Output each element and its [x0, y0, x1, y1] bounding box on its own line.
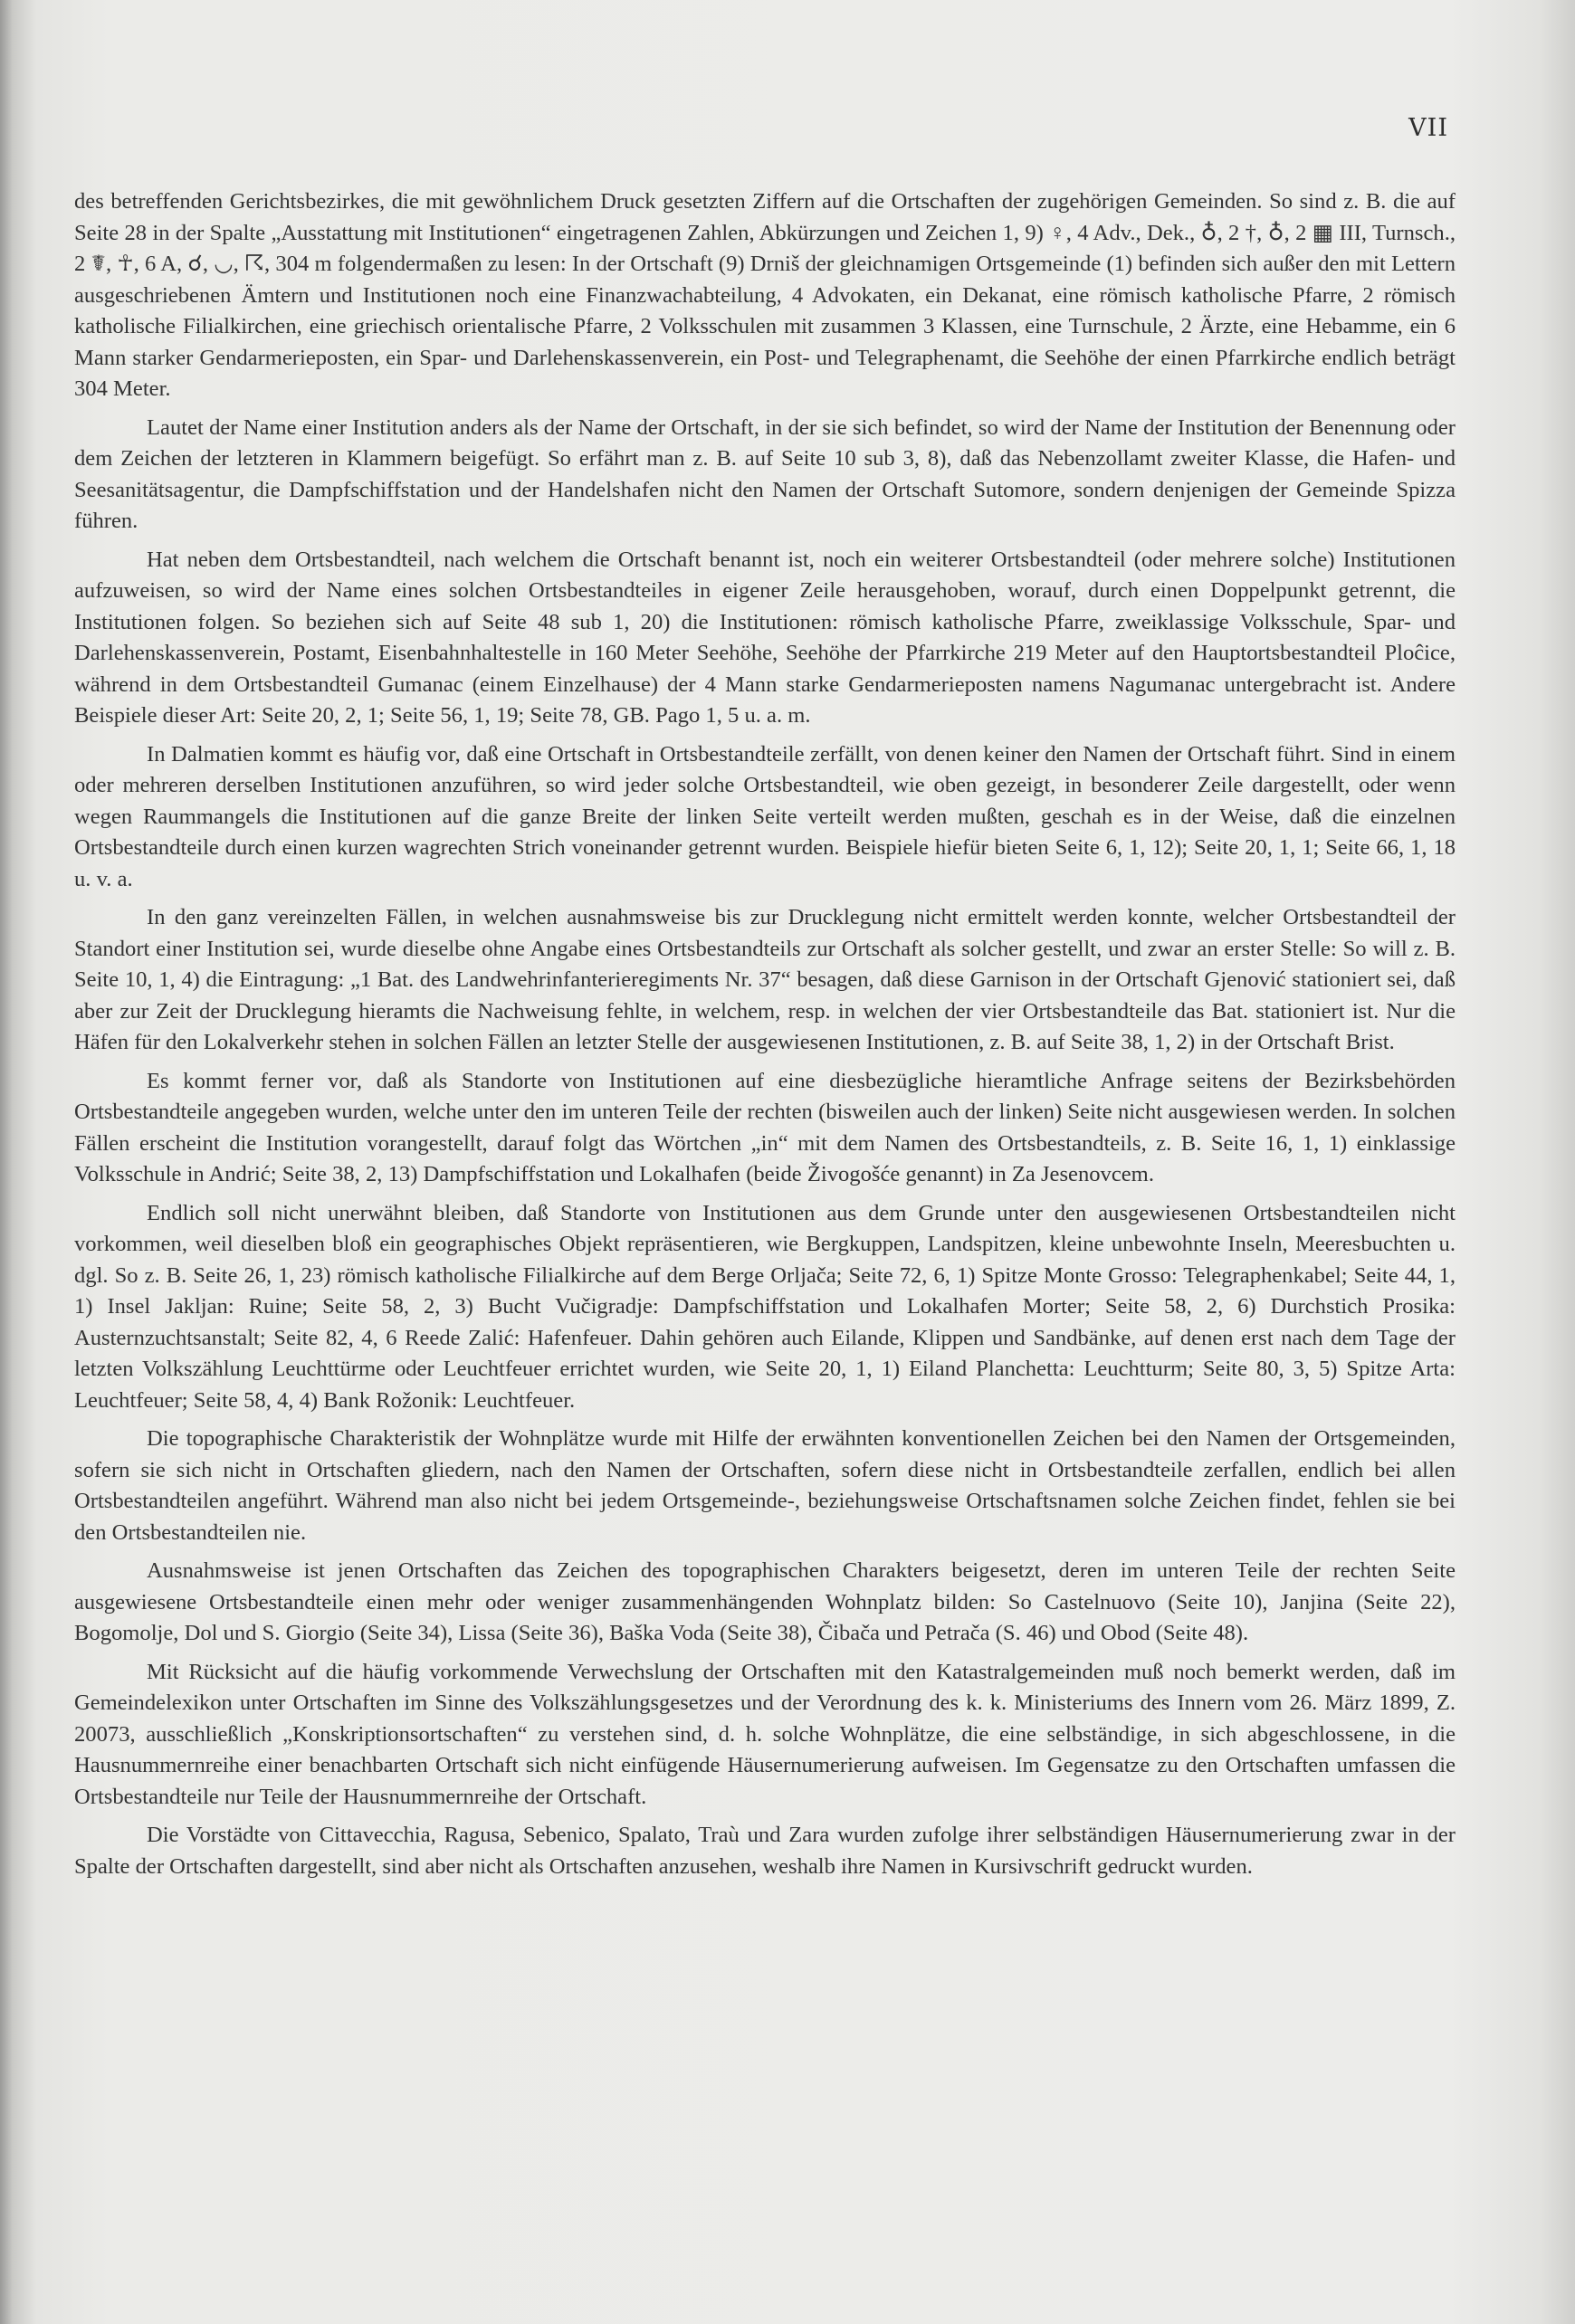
- paragraph-3: Hat neben dem Ortsbestandteil, nach welchem die Ortschaft benannt ist, noch ein weiterer Ortsbestandteil (oder mehrere solche) Institutionen aufzuweisen, so wird der Name eines solchen Ortsbestandteiles in eigener Zeile herausgehoben, worauf, durch einen Doppelpunkt getrennt, die Institutionen folgen. So beziehen sich auf Seite 48 sub 1, 20) die Institutionen: römisch katholische Pfarre, zweiklassige Volksschule, Spar- und Darlehenskassenverein, Postamt, Eisenbahnhaltestelle in 160 Meter Seehöhe, Seehöhe der Pfarrkirche 219 Meter auf den Hauptortsbestandteil Ploĉice, während in dem Ortsbestandteil Gumanac (einem Einzelhause) der 4 Mann starke Gendarmerieposten namens Nagumanac untergebracht ist. Andere Beispiele dieser Art: Seite 20, 2, 1; Seite 56, 1, 19; Seite 78, GB. Pago 1, 5 u. a. m.: [74, 547, 1456, 728]
- paragraph-1: des betreffenden Gerichtsbezirkes, die mit gewöhnlichem Druck gesetzten Ziffern auf die Ortschaften der zugehörigen Gemeinden. So sind z. B. die auf Seite 28 in der Spalte „Ausstattung mit Institutionen“ eingetragenen Zahlen, Abkürzungen und Zeichen 1, 9) ♀, 4 Adv., Dek., ♁, 2 †, ♁, 2 ▦ III, Turnsch., 2 ☤, ☥, 6 A, ☌, ◡, ☈, 304 m folgendermaßen zu lesen: In der Ortschaft (9) Drniš der gleichnamigen Ortsgemeinde (1) befinden sich außer den mit Lettern ausgeschriebenen Ämtern und Institutionen noch eine Finanzwachabteilung, 4 Advokaten, ein Dekanat, eine römisch katholische Pfarre, 2 römisch katholische Filialkirchen, eine griechisch orientalische Pfarre, 2 Volksschulen mit zusammen 3 Klassen, eine Turnschule, 2 Ärzte, eine Hebamme, ein 6 Mann starker Gendarmerieposten, ein Spar- und Darlehenskassenverein, ein Post- und Telegraphenamt, die Seehöhe der einen Pfarrkirche endlich beträgt 304 Meter.: [74, 189, 1456, 401]
- text-body: [74, 186, 1456, 1882]
- paragraph-8: Die topographische Charakteristik der Wohnplätze wurde mit Hilfe der erwähnten konventionellen Zeichen bei den Namen der Ortsgemeinden, sofern sie sich nicht in Ortschaften gliedern, nach den Namen der Ortschaften, sofern diese nicht in Ortsbestandteile zerfallen, endlich bei allen Ortsbestandteilen angeführt. Während man also nicht bei jedem Ortsgemeinde-, beziehungsweise Ortschaftsnamen solche Zeichen findet, fehlen sie bei den Ortsbestandteilen nie.: [74, 1426, 1456, 1545]
- paragraph-5: In den ganz vereinzelten Fällen, in welchen ausnahmsweise bis zur Drucklegung nicht ermittelt werden konnte, welcher Ortsbestandteil der Standort einer Institution sei, wurde dieselbe ohne Angabe eines Ortsbestandteils zur Ortschaft als solcher gestellt, und zwar an erster Stelle: So will z. B. Seite 10, 1, 4) die Eintragung: „1 Bat. des Landwehrinfanterieregiments Nr. 37“ besagen, daß diese Garnison in der Ortschaft Gjenović stationiert sei, daß aber zur Zeit der Drucklegung hieramts die Nachweisung fehlte, in welchem, resp. in welchen der vier Ortsbestandteile das Bat. stationiert ist. Nur die Häfen für den Lokalverkehr stehen in solchen Fällen an letzter Stelle der ausgewiesenen Institutionen, z. B. auf Seite 38, 1, 2) in der Ortschaft Brist.: [74, 905, 1456, 1054]
- paragraph-7: Endlich soll nicht unerwähnt bleiben, daß Standorte von Institutionen aus dem Grunde unter den ausgewiesenen Ortsbestandteilen nicht vorkommen, weil dieselben bloß ein geographisches Objekt repräsentieren, wie Bergkuppen, Landspitzen, kleine unbewohnte Inseln, Meeresbuchten u. dgl. So z. B. Seite 26, 1, 23) römisch katholische Filialkirche auf dem Berge Orljača; Seite 72, 6, 1) Spitze Monte Grosso: Telegraphenkabel; Seite 44, 1, 1) Insel Jakljan: Ruine; Seite 58, 2, 3) Bucht Vučigradje: Dampfschiffstation und Lokalhafen Morter; Seite 58, 2, 6) Durchstich Prosika: Austernzuchtsanstalt; Seite 82, 4, 6 Reede Zalić: Hafenfeuer. Dahin gehören auch Eilande, Klippen und Sandbänke, auf denen erst nach dem Tage der letzten Volkszählung Leuchttürme oder Leuchtfeuer errichtet wurden, wie Seite 20, 1, 1) Eiland Planchetta: Leuchtturm; Seite 80, 3, 5) Spitze Arta: Leuchtfeuer; Seite 58, 4, 4) Bank Rožonik: Leuchtfeuer.: [74, 1200, 1456, 1413]
- paragraph-4: In Dalmatien kommt es häufig vor, daß eine Ortschaft in Ortsbestandteile zerfällt, von denen keiner den Namen der Ortschaft führt. Sind in einem oder mehreren derselben Institutionen anzuführen, so wird jeder solche Ortsbestandteil, wie oben gezeigt, in besonderer Zeile dargestellt, oder wenn wegen Raummangels die Institutionen auf die ganze Breite der linken Seite verteilt werden mußten, geschah es in der Weise, daß die einzelnen Ortsbestandteile durch einen kurzen wagrechten Strich voneinander getrennt wurden. Beispiele hiefür bieten Seite 6, 1, 12); Seite 20, 1, 1; Seite 66, 1, 18 u. v. a.: [74, 741, 1456, 891]
- page-number: VII: [1408, 114, 1448, 142]
- paragraph-10: Mit Rücksicht auf die häufig vorkommende Verwechslung der Ortschaften mit den Katastralgemeinden muß noch bemerkt werden, daß im Gemeindelexikon unter Ortschaften im Sinne des Volkszählungsgesetzes und der Verordnung des k. k. Ministeriums des Innern vom 26. März 1899, Z. 20073, ausschließlich „Konskriptionsortschaften“ zu verstehen sind, d. h. solche Wohnplätze, die eine selbständige, in sich abgeschlossene, in die Hausnummernreihe einer benachbarten Ortschaft sich nicht einfügende Häusernumerierung aufweisen. Im Gegensatze zu den Ortschaften umfassen die Ortsbestandteile nur Teile der Hausnummernreihe der Ortschaft.: [74, 1659, 1456, 1809]
- paragraph-11: Die Vorstädte von Cittavecchia, Ragusa, Sebenico, Spalato, Traù und Zara wurden zufolge ihrer selbständigen Häusernumerierung zwar in der Spalte der Ortschaften dargestellt, sind aber nicht als Ortschaften anzusehen, weshalb ihre Namen in Kursivschrift gedruckt wurden.: [74, 1823, 1456, 1879]
- paragraph-6: Es kommt ferner vor, daß als Standorte von Institutionen auf eine diesbezügliche hieramtliche Anfrage seitens der Bezirksbehörden Ortsbestandteile angegeben wurden, welche unter den im unteren Teile der rechten (bisweilen auch der linken) Seite nicht ausgewiesen werden. In solchen Fällen erscheint die Institution vorangestellt, darauf folgt das Wörtchen „in“ mit dem Namen des Ortsbestandteils, z. B. Seite 16, 1, 1) einklassige Volksschule in Andrić; Seite 38, 2, 13) Dampfschiffstation und Lokalhafen (beide Živogošće genannt) in Za Jesenovcem.: [74, 1068, 1456, 1186]
- paragraph-9: Ausnahmsweise ist jenen Ortschaften das Zeichen des topographischen Charakters beigesetzt, deren im unteren Teile der rechten Seite ausgewiesene Ortsbestandteile einen mehr oder weniger zusammenhängenden Wohnplatz bilden: So Castelnuovo (Seite 10), Janjina (Seite 22), Bogomolje, Dol und S. Giorgio (Seite 34), Lissa (Seite 36), Baška Voda (Seite 38), Čibača und Petrača (S. 46) und Obod (Seite 48).: [74, 1558, 1456, 1645]
- paragraph-2: Lautet der Name einer Institution anders als der Name der Ortschaft, in der sie sich befindet, so wird der Name der Institution der Benennung oder dem Zeichen der letzteren in Klammern beigefügt. So erfährt man z. B. auf Seite 10 sub 3, 8), daß das Nebenzollamt zweiter Klasse, die Hafen- und Seesanitätsagentur, die Dampfschiffstation und der Handelshafen nicht den Namen der Ortschaft Sutomore, sondern denjenigen der Gemeinde Spizza führen.: [74, 414, 1456, 533]
